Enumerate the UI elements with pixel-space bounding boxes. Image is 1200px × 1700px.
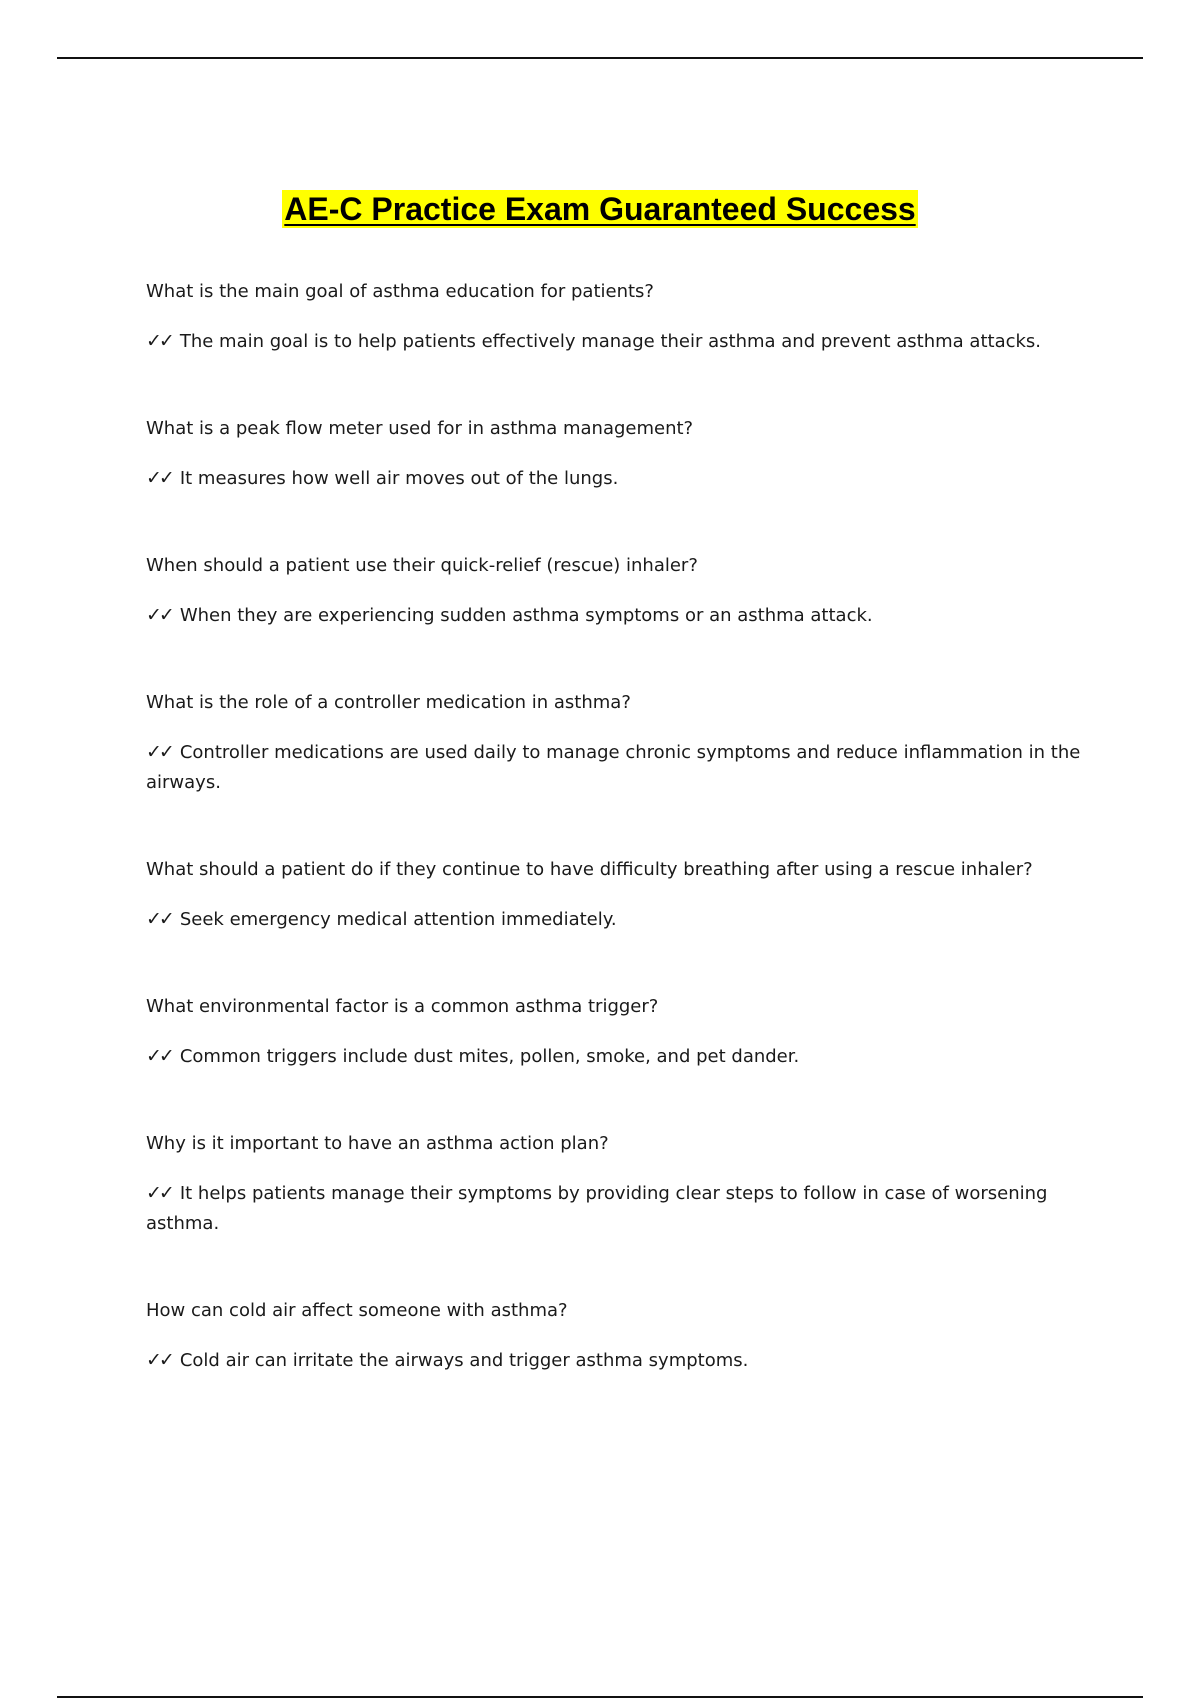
answer-text xyxy=(146,600,1096,631)
answer-text xyxy=(146,737,1096,798)
question-text: What should a patient do if they continue to have difficulty breathing after using a rescue inhaler? xyxy=(146,859,1033,880)
qa-item xyxy=(146,993,1096,1072)
double-check-icon: ✓✓ xyxy=(146,467,172,489)
question-text: What environmental factor is a common asthma trigger? xyxy=(146,996,659,1017)
answer-text xyxy=(146,1178,1096,1239)
double-check-icon: ✓✓ xyxy=(146,604,172,626)
qa-item xyxy=(146,689,1096,798)
double-check-icon: ✓✓ xyxy=(146,908,172,930)
answer-body: It measures how well air moves out of the lungs. xyxy=(179,468,619,489)
double-check-icon: ✓✓ xyxy=(146,1349,172,1371)
answer-body: It helps patients manage their symptoms by providing clear steps to follow in case of worsening asthma. xyxy=(146,1183,1048,1234)
answer-body: The main goal is to help patients effectively manage their asthma and prevent asthma attacks. xyxy=(179,331,1042,352)
qa-item xyxy=(146,278,1096,357)
document-title: AE-C Practice Exam Guaranteed Success xyxy=(284,191,916,227)
double-check-icon: ✓✓ xyxy=(146,1182,172,1204)
qa-item xyxy=(146,856,1096,935)
double-check-icon: ✓✓ xyxy=(146,1045,172,1067)
qa-item xyxy=(146,1130,1096,1239)
question-text: What is the role of a controller medication in asthma? xyxy=(146,692,631,713)
answer-body: When they are experiencing sudden asthma symptoms or an asthma attack. xyxy=(179,605,873,626)
qa-item xyxy=(146,552,1096,631)
answer-text xyxy=(146,1345,1096,1376)
answer-body: Cold air can irritate the airways and trigger asthma symptoms. xyxy=(179,1350,749,1371)
question-text: When should a patient use their quick-relief (rescue) inhaler? xyxy=(146,555,698,576)
double-check-icon: ✓✓ xyxy=(146,330,172,352)
question-text: Why is it important to have an asthma action plan? xyxy=(146,1133,609,1154)
answer-body: Seek emergency medical attention immediately. xyxy=(179,909,617,930)
bottom-rule xyxy=(57,1696,1143,1698)
top-rule xyxy=(57,57,1143,59)
question-text: What is a peak flow meter used for in asthma management? xyxy=(146,418,694,439)
question-text: What is the main goal of asthma education for patients? xyxy=(146,281,654,302)
answer-text xyxy=(146,904,1096,935)
double-check-icon: ✓✓ xyxy=(146,741,172,763)
qa-list xyxy=(146,278,1096,1434)
answer-body: Controller medications are used daily to manage chronic symptoms and reduce inflammation in the airways. xyxy=(146,742,1081,793)
title-container xyxy=(0,190,1200,228)
answer-text xyxy=(146,1041,1096,1072)
answer-text xyxy=(146,326,1096,357)
answer-body: Common triggers include dust mites, pollen, smoke, and pet dander. xyxy=(179,1046,800,1067)
question-text: How can cold air affect someone with asthma? xyxy=(146,1300,568,1321)
qa-item xyxy=(146,1297,1096,1376)
qa-item xyxy=(146,415,1096,494)
answer-text xyxy=(146,463,1096,494)
